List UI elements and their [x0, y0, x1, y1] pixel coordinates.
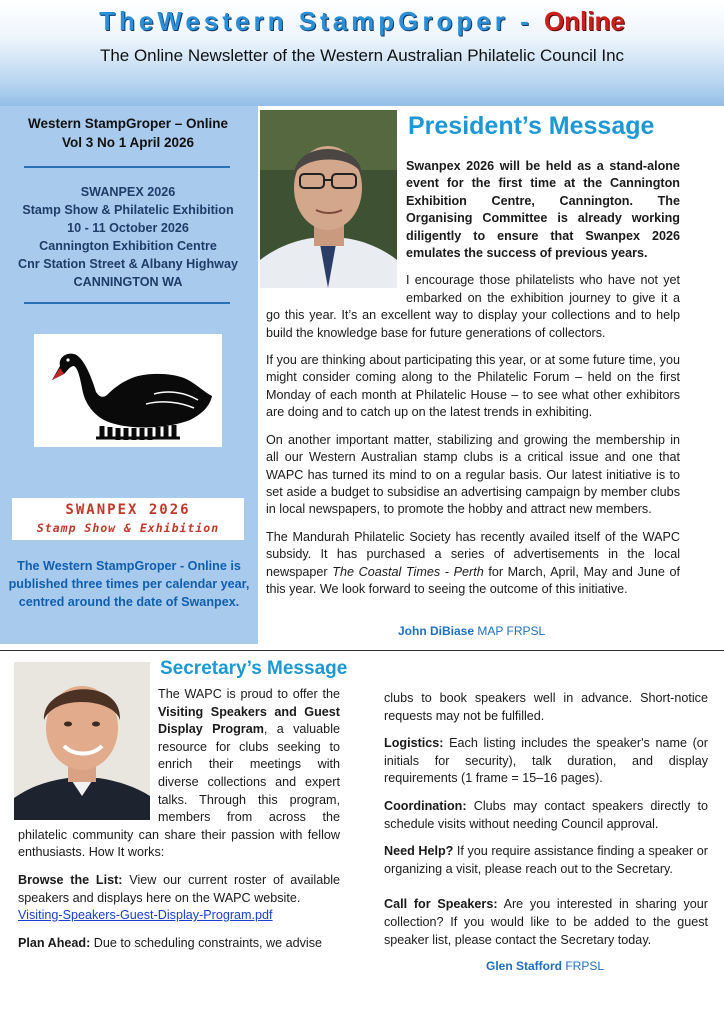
issue-info — [8, 114, 248, 152]
plan-paragraph — [18, 935, 340, 953]
swanpex-logo — [12, 498, 244, 540]
event-dates: 10 - 11 October 2026 — [67, 221, 189, 235]
masthead-subtitle: The Online Newsletter of the Western Australian Philatelic Council Inc — [99, 46, 625, 65]
signature-name: Glen Stafford — [486, 959, 563, 973]
logistics-label: Logistics: — [384, 736, 444, 751]
masthead-banner — [0, 0, 724, 106]
call-paragraph — [384, 896, 708, 949]
plan-label: Plan Ahead: — [18, 935, 91, 950]
secretary-signature — [486, 959, 604, 973]
paragraph-text: Due to scheduling constraints, we advise — [90, 935, 323, 950]
issue-number: Vol 3 No 1 April 2026 — [61, 135, 195, 150]
paragraph-text: View our current roster of available speakers and displays here on the WAPC website. — [18, 872, 340, 905]
sidebar-divider — [24, 302, 230, 304]
logistics-paragraph — [384, 735, 708, 788]
newsletter-name: Western StampGroper – Online — [27, 116, 229, 131]
event-city: CANNINGTON WA — [73, 275, 183, 289]
section-divider — [0, 650, 724, 651]
paragraph-text: The Mandurah Philatelic Society has recently availed itself of the WAPC subsidy. It has purchased a series of advertisements in the local newspaper — [266, 529, 680, 579]
browse-label: Browse the List: — [18, 872, 123, 887]
event-name: SWANPEX 2026 — [80, 185, 176, 199]
title-online: Online — [543, 6, 625, 36]
newspaper-name: The Coastal Times - Perth — [332, 564, 484, 579]
president-paragraph: I encourage those philatelists who have not yet embarked on the exhibition journey to give it a go this year. It’s an excellent way to display your collections and to help build the knowledge base for future generations of collectors. — [266, 273, 680, 340]
secretary-message-left — [18, 686, 340, 962]
president-paragraph: If you are thinking about participating this year, or at some future time, you might consider coming along to the Philatelic Forum – held on the first Monday of each month at Philatelic House – to see what other exhibitors are doing and to catch up on the latest trends in exhibiting. — [266, 353, 680, 420]
signature-postnominals: FRPSL — [562, 959, 605, 973]
president-message — [266, 158, 680, 608]
event-details — [6, 183, 250, 291]
help-label: Need Help? — [384, 844, 454, 859]
paragraph-text: If you require assistance finding a speaker or organizing a visit, please reach out to the Secretary. — [384, 844, 709, 876]
paragraph-text: Clubs may contact speakers directly to schedule visits without needing Council approval. — [384, 798, 708, 831]
signature-postnominals: MAP FRPSL — [474, 624, 546, 638]
logo-line1: SWANPEX 2026 — [65, 502, 191, 518]
help-paragraph — [384, 843, 708, 878]
event-description: Stamp Show & Philatelic Exhibition — [22, 203, 234, 217]
paragraph-text: Are you interested in sharing your collection? If you would like to be added to the guest speaker list, please contact the Secretary today. — [384, 897, 708, 947]
secretary-message-right — [384, 690, 708, 959]
president-lead: Swanpex 2026 will be held as a stand-alone event for the first time at the Cannington Exhibition Centre, Cannington. The Organising Committee is already working diligently to ensure that Swanpex 2026 emulates the success of previous years. — [406, 159, 680, 261]
secretary-heading: Secretary’s Message — [160, 658, 348, 679]
president-signature — [398, 624, 545, 638]
black-swan-image — [34, 334, 222, 447]
plan-continued: clubs to book speakers well in advance. Short-notice requests may not be fulfilled. — [384, 691, 708, 723]
title-main: TheWestern StampGroper - — [99, 6, 544, 36]
logo-line2: Stamp Show & Exhibition — [36, 521, 220, 535]
president-paragraph: On another important matter, stabilizing and growing the membership in all our Western Australian stamp clubs is a critical issue and one that WAPC has turned its mind to on a regular basis. Our latest initiative is to set aside a budget to subsidise an advertising campaign by member clubs in local newspapers, to promote the hobby and attract new members. — [266, 432, 680, 517]
coordination-paragraph — [384, 798, 708, 833]
paragraph-text: , a valuable resource for clubs seeking to enrich their meetings with diverse collections and expert talks. Through this program, members from across the philatelic community can share their passion with fellow enthusiasts. How It works: — [18, 722, 340, 860]
paragraph-text: Each listing includes the speaker's name (or initials for security), talk duration, and display requirements (1 frame = 15–16 pages). — [384, 736, 708, 786]
signature-name: John DiBiase — [398, 624, 475, 638]
event-venue: Cannington Exhibition Centre — [39, 239, 217, 253]
paragraph-text: for March, April, May and June of this year. We look forward to seeing the outcome of this initiative. — [266, 564, 680, 596]
publication-note: The Western StampGroper - Online is published three times per calendar year, centred around the date of Swanpex. — [8, 559, 250, 609]
masthead-title — [0, 6, 724, 37]
sidebar-divider — [24, 166, 230, 168]
event-address: Cnr Station Street & Albany Highway — [18, 257, 238, 271]
browse-paragraph — [18, 872, 340, 925]
president-heading: President’s Message — [408, 112, 655, 140]
coordination-label: Coordination: — [384, 798, 467, 813]
speakers-pdf-link[interactable]: Visiting-Speakers-Guest-Display-Program.pdf — [18, 908, 273, 923]
call-label: Call for Speakers: — [384, 897, 498, 912]
paragraph-text: The WAPC is proud to offer the — [158, 687, 340, 701]
president-paragraph — [266, 529, 680, 599]
program-name: Visiting Speakers and Guest Display Program — [158, 704, 340, 737]
